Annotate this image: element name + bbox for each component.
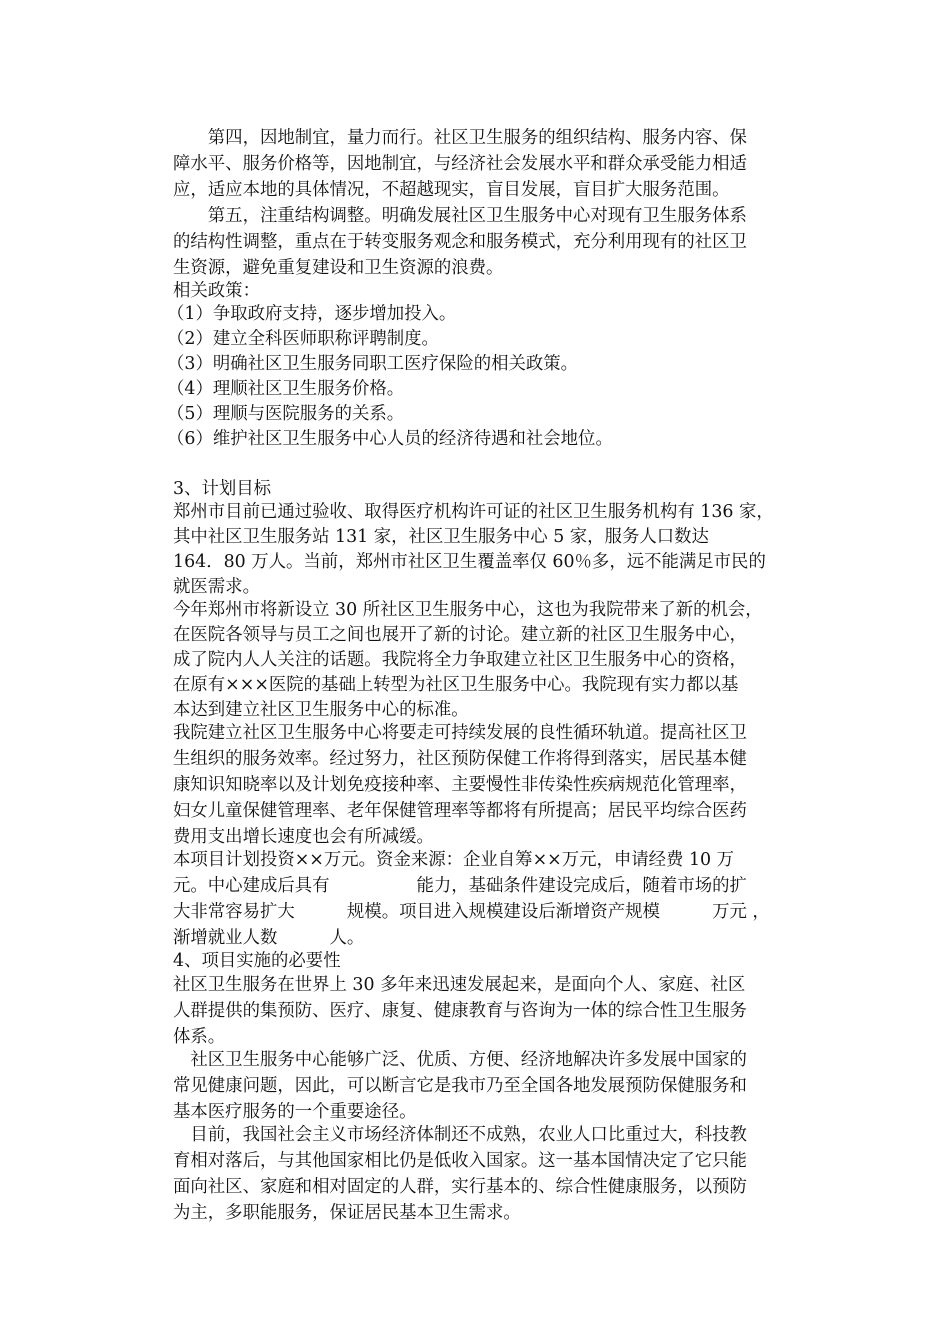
policy-item: （4）理顺社区卫生服务价格。 xyxy=(167,379,405,399)
text-line: 我院建立社区卫生服务中心将要走可持续发展的良性循环轨道。提高社区卫 xyxy=(173,723,747,743)
policy-item: （1）争取政府支持，逐步增加投入。 xyxy=(167,304,457,324)
section-heading: 4、项目实施的必要性 xyxy=(173,951,341,971)
text-line: 社区卫生服务在世界上 30 多年来迅速发展起来，是面向个人、家庭、社区 xyxy=(173,975,746,995)
text-line: 第五，注重结构调整。明确发展社区卫生服务中心对现有卫生服务体系 xyxy=(173,206,747,226)
text-line: 本项目计划投资××万元。资金来源：企业自筹××万元，申请经费 10 万 xyxy=(173,850,735,870)
text-line: 元。中心建成后具有 能力，基础条件建设完成后，随着市场的扩 xyxy=(173,876,747,896)
policy-item: （6）维护社区卫生服务中心人员的经济待遇和社会地位。 xyxy=(167,429,613,449)
text-line: 障水平、服务价格等，因地制宜，与经济社会发展水平和群众承受能力相适 xyxy=(173,154,747,174)
text-line: 常见健康问题，因此，可以断言它是我市乃至全国各地发展预防保健服务和 xyxy=(173,1076,747,1096)
text-line: 社区卫生服务中心能够广泛、优质、方便、经济地解决许多发展中国家的 xyxy=(173,1050,747,1070)
text-line: 康知识知晓率以及计划免疫接种率、主要慢性非传染性疾病规范化管理率， xyxy=(173,775,747,795)
text-line: 在医院各领导与员工之间也展开了新的讨论。建立新的社区卫生服务中心， xyxy=(173,625,747,645)
text-line: 为主，多职能服务，保证居民基本卫生需求。 xyxy=(173,1203,521,1223)
text-line: 面向社区、家庭和相对固定的人群，实行基本的、综合性健康服务，以预防 xyxy=(173,1177,747,1197)
text-line: 妇女儿童保健管理率、老年保健管理率等都将有所提高；居民平均综合医药 xyxy=(173,801,747,821)
policy-item: （5）理顺与医院服务的关系。 xyxy=(167,404,405,424)
text-line: 育相对落后，与其他国家相比仍是低收入国家。这一基本国情决定了它只能 xyxy=(173,1151,747,1171)
text-line: 的结构性调整，重点在于转变服务观念和服务模式，充分利用现有的社区卫 xyxy=(173,232,747,252)
text-line: 体系。 xyxy=(173,1027,226,1047)
text-line: 渐增就业人数 人。 xyxy=(173,928,365,948)
text-line: 本达到建立社区卫生服务中心的标准。 xyxy=(173,700,469,720)
text-line: 今年郑州市将新设立 30 所社区卫生服务中心，这也为我院带来了新的机会， xyxy=(173,600,763,620)
policy-item: （3）明确社区卫生服务同职工医疗保险的相关政策。 xyxy=(167,354,579,374)
text-line: 大非常容易扩大 规模。项目进入规模建设后渐增资产规模 万元 ， xyxy=(173,902,770,922)
text-line: 郑州市目前已通过验收、取得医疗机构许可证的社区卫生服务机构有 136 家， xyxy=(173,502,774,522)
text-line: 第四，因地制宜，量力而行。社区卫生服务的组织结构、服务内容、保 xyxy=(173,128,747,148)
text-line: 目前，我国社会主义市场经济体制还不成熟，农业人口比重过大，科技教 xyxy=(173,1125,747,1145)
text-line: 费用支出增长速度也会有所减缓。 xyxy=(173,827,434,847)
text-line: 成了院内人人关注的话题。我院将全力争取建立社区卫生服务中心的资格， xyxy=(173,650,747,670)
text-line: 应，适应本地的具体情况，不超越现实，盲目发展，盲目扩大服务范围。 xyxy=(173,180,730,200)
policy-item: （2）建立全科医师职称评聘制度。 xyxy=(167,329,439,349)
text-line: 在原有×××医院的基础上转型为社区卫生服务中心。我院现有实力都以基 xyxy=(173,675,739,695)
text-line: 其中社区卫生服务站 131 家，社区卫生服务中心 5 家，服务人口数达 xyxy=(173,527,709,547)
text-line: 生资源，避免重复建设和卫生资源的浪费。 xyxy=(173,258,504,278)
section-heading: 3、计划目标 xyxy=(173,479,272,499)
text-line: 生组织的服务效率。经过努力，社区预防保健工作将得到落实，居民基本健 xyxy=(173,749,747,769)
text-line: 人群提供的集预防、医疗、康复、健康教育与咨询为一体的综合性卫生服务 xyxy=(173,1001,747,1021)
text-line: 就医需求。 xyxy=(173,577,260,597)
text-line: 相关政策： xyxy=(173,281,260,301)
text-line: 164．80 万人。当前，郑州市社区卫生覆盖率仅 60％多，远不能满足市民的 xyxy=(173,552,766,572)
text-line: 基本医疗服务的一个重要途径。 xyxy=(173,1102,417,1122)
